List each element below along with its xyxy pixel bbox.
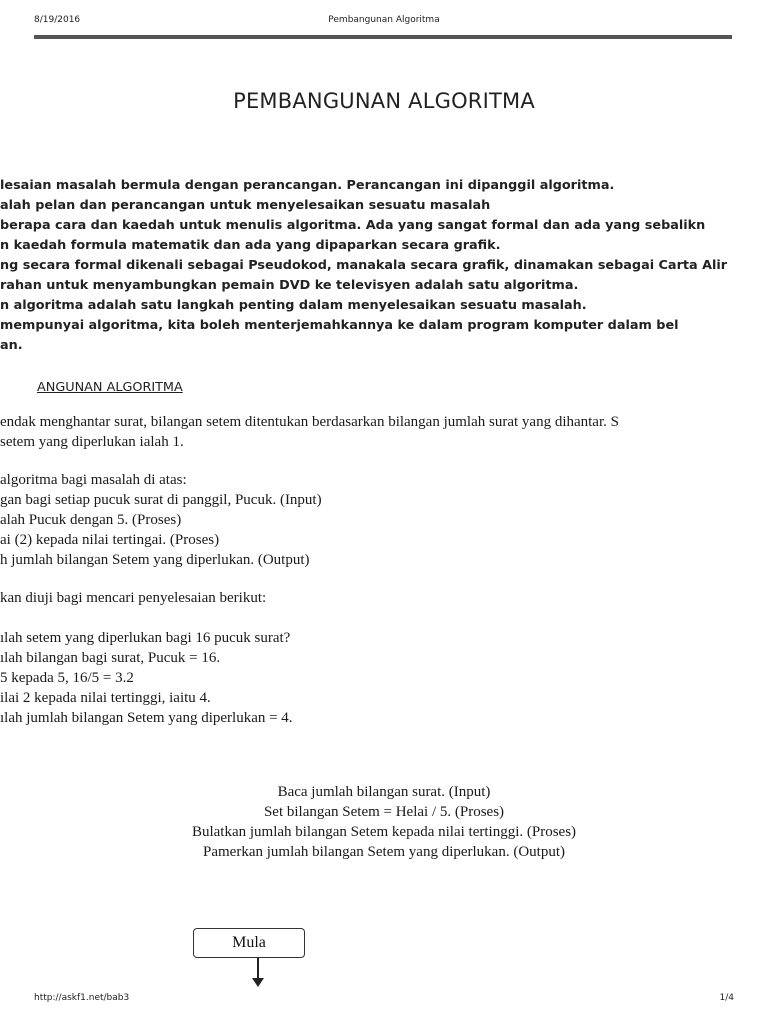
flowchart-start-terminal: Mula [193, 928, 305, 958]
algorithm-line: ai (2) kepada nilai tertingai. (Proses) [0, 532, 220, 548]
intro-paragraph [0, 176, 732, 356]
worked-example [0, 628, 768, 728]
problem-statement [0, 412, 768, 452]
intro-line: berapa cara dan kaedah untuk menulis algoritma. Ada yang sangat formal dan ada yang sebalikn [0, 218, 706, 233]
algorithm-steps [0, 470, 768, 570]
example-line: ılah setem yang diperlukan bagi 16 pucuk surat? [0, 630, 291, 646]
pseudocode-block [0, 782, 768, 862]
pseudocode-line: Set bilangan Setem = Helai / 5. (Proses) [263, 804, 505, 820]
algorithm-line: h jumlah bilangan Setem yang diperlukan. (Output) [0, 552, 310, 568]
page-title: PEMBANGUNAN ALGORITMA [233, 89, 535, 113]
print-header-title: Pembangunan Algoritma [328, 15, 440, 25]
arrow-down-icon [252, 978, 264, 987]
footer-url: http://askf1.net/bab3 [34, 993, 130, 1003]
section-heading: ANGUNAN ALGORITMA [37, 380, 183, 395]
pseudocode-line: Bulatkan jumlah bilangan Setem kepada nilai tertinggi. (Proses) [191, 824, 577, 840]
intro-line: n algoritma adalah satu langkah penting dalam menyelesaikan sesuatu masalah. [0, 298, 587, 313]
intro-line: ng secara formal dikenali sebagai Pseudokod, manakala secara grafik, dinamakan sebagai Carta Alir [0, 258, 728, 273]
example-line: 5 kepada 5, 16/5 = 3.2 [0, 670, 134, 686]
intro-line: n kaedah formula matematik dan ada yang dipaparkan secara grafik. [0, 238, 501, 253]
example-line: ılah bilangan bagi surat, Pucuk = 16. [0, 650, 221, 666]
print-date: 8/19/2016 [34, 15, 81, 25]
example-line: ilai 2 kepada nilai tertinggi, iaitu 4. [0, 690, 211, 706]
intro-line: rahan untuk menyambungkan pemain DVD ke televisyen adalah satu algoritma. [0, 278, 579, 293]
intro-line: an. [0, 338, 23, 353]
algorithm-line: gan bagi setiap pucuk surat di panggil, Pucuk. (Input) [0, 492, 322, 508]
algorithm-line: algoritma bagi masalah di atas: [0, 472, 187, 488]
page-number: 1/4 [719, 993, 734, 1003]
example-line: ılah jumlah bilangan Setem yang diperlukan = 4. [0, 710, 293, 726]
test-intro-line: kan diuji bagi mencari penyelesaian berikut: [0, 590, 267, 606]
header-divider [34, 35, 732, 39]
intro-line: alah pelan dan perancangan untuk menyelesaikan sesuatu masalah [0, 198, 491, 213]
problem-line: endak menghantar surat, bilangan setem ditentukan berdasarkan bilangan jumlah surat yang dihantar. S [0, 414, 619, 430]
flowchart-connector [257, 958, 259, 978]
pseudocode-line: Pamerkan jumlah bilangan Setem yang diperlukan. (Output) [203, 844, 565, 860]
intro-line: lesaian masalah bermula dengan perancangan. Perancangan ini dipanggil algoritma. [0, 178, 615, 193]
pseudocode-line: Baca jumlah bilangan surat. (Input) [277, 784, 491, 800]
algorithm-line: alah Pucuk dengan 5. (Proses) [0, 512, 182, 528]
test-intro [0, 588, 768, 608]
problem-line: setem yang diperlukan ialah 1. [0, 434, 184, 450]
intro-line: mempunyai algoritma, kita boleh menterjemahkannya ke dalam program komputer dalam bel [0, 318, 679, 333]
